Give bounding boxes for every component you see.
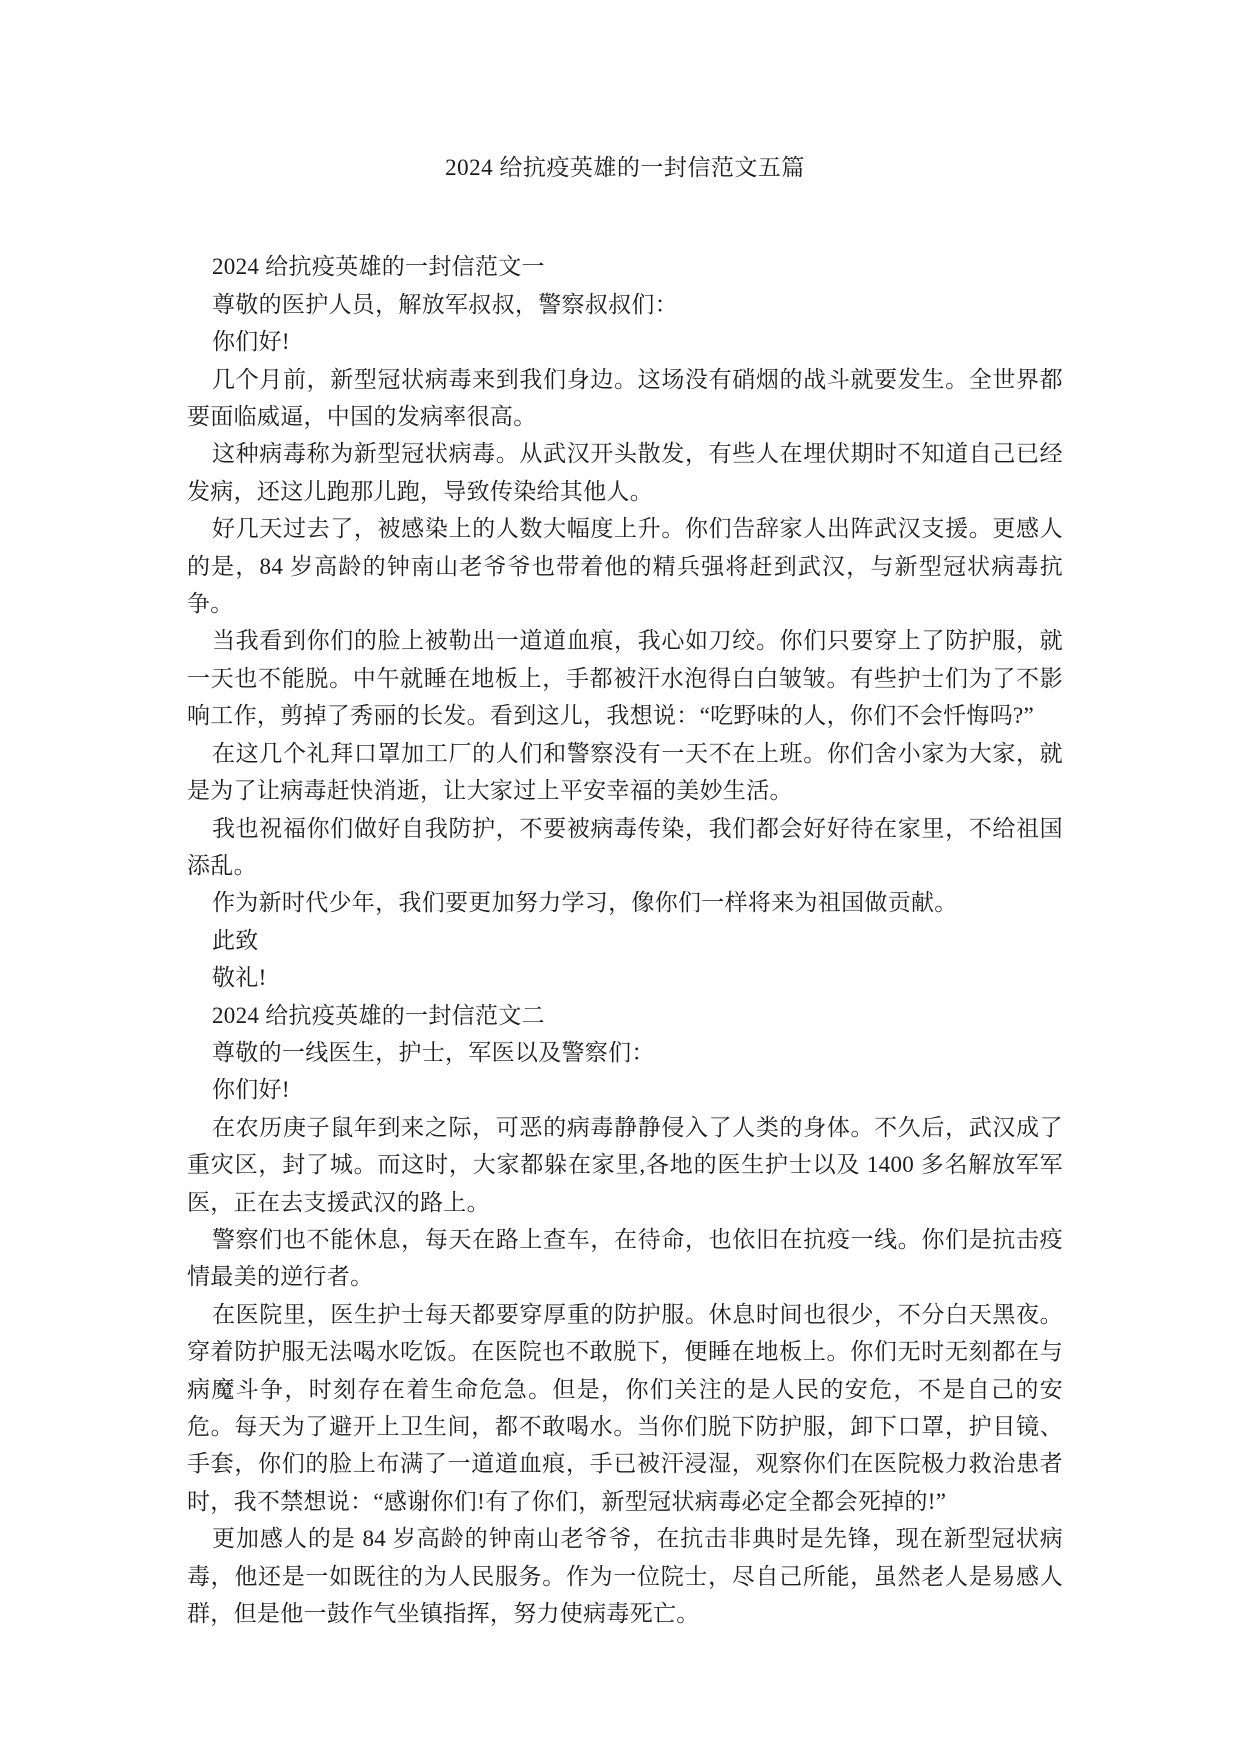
document-body bbox=[187, 248, 1063, 1632]
paragraph: 在农历庚子鼠年到来之际，可恶的病毒静静侵入了人类的身体。不久后，武汉成了重灾区，封了城。而这时，大家都躲在家里,各地的医生护士以及 1400 多名解放军军医，正在去支援武汉的路上。 bbox=[187, 1114, 1063, 1215]
paragraph: 警察们也不能休息，每天在路上查车，在待命，也依旧在抗疫一线。你们是抗击疫情最美的逆行者。 bbox=[187, 1226, 1063, 1290]
paragraph: 在这几个礼拜口罩加工厂的人们和警察没有一天不在上班。你们舍小家为大家，就是为了让病毒赶快消逝，让大家过上平安幸福的美妙生活。 bbox=[187, 740, 1063, 804]
paragraph: 2024 给抗疫英雄的一封信范文二 bbox=[212, 1002, 545, 1028]
paragraph: 2024 给抗疫英雄的一封信范文一 bbox=[212, 254, 545, 280]
paragraph: 更加感人的是 84 岁高龄的钟南山老爷爷，在抗击非典时是先锋，现在新型冠状病毒，他还是一如既往的为人民服务。作为一位院士，尽自己所能，虽然老人是易感人群，但是他一鼓作气坐镇指挥，努力使病毒死亡。 bbox=[187, 1526, 1063, 1627]
paragraph: 当我看到你们的脸上被勒出一道道血痕，我心如刀绞。你们只要穿上了防护服，就一天也不能脱。中午就睡在地板上，手都被汗水泡得白白皱皱。有些护士们为了不影响工作，剪掉了秀丽的长发。看到这儿，我想说：“吃野味的人，你们不会忏悔吗?” bbox=[187, 628, 1063, 729]
paragraph: 我也祝福你们做好自我防护，不要被病毒传染，我们都会好好待在家里，不给祖国添乱。 bbox=[187, 815, 1063, 878]
document-title: 2024 给抗疫英雄的一封信范文五篇 bbox=[445, 155, 805, 180]
paragraph: 在医院里，医生护士每天都要穿厚重的防护服。休息时间也很少，不分白天黑夜。穿着防护服无法喝水吃饭。在医院也不敢脱下，便睡在地板上。你们无时无刻都在与病魔斗争，时刻存在着生命危急。但是，你们关注的是人民的安危，不是自己的安危。每天为了避开上卫生间，都不敢喝水。当你们脱下防护服，卸下口罩，护目镜、手套，你们的脸上布满了一道道血痕，手已被汗浸湿，观察你们在医院极力救治患者时，我不禁想说：“感谢你们!有了你们，新型冠状病毒必定全都会死掉的!” bbox=[187, 1301, 1063, 1514]
paragraph: 敬礼! bbox=[212, 965, 267, 991]
paragraph: 这种病毒称为新型冠状病毒。从武汉开头散发，有些人在埋伏期时不知道自己已经发病，还这儿跑那儿跑，导致传染给其他人。 bbox=[187, 441, 1063, 504]
paragraph: 尊敬的一线医生，护士，军医以及警察们： bbox=[212, 1039, 655, 1065]
paragraph: 几个月前，新型冠状病毒来到我们身边。这场没有硝烟的战斗就要发生。全世界都要面临威逼，中国的发病率很高。 bbox=[187, 366, 1063, 430]
paragraph: 你们好! bbox=[212, 329, 290, 355]
paragraph: 你们好! bbox=[212, 1077, 290, 1103]
paragraph: 好几天过去了，被感染上的人数大幅度上升。你们告辞家人出阵武汉支援。更感人的是，84 岁高龄的钟南山老爷爷也带着他的精兵强将赶到武汉，与新型冠状病毒抗争。 bbox=[187, 516, 1063, 617]
paragraph: 此致 bbox=[212, 927, 259, 953]
paragraph: 作为新时代少年，我们要更加努力学习，像你们一样将来为祖国做贡献。 bbox=[212, 890, 958, 916]
paragraph: 尊敬的医护人员，解放军叔叔，警察叔叔们： bbox=[212, 291, 678, 317]
